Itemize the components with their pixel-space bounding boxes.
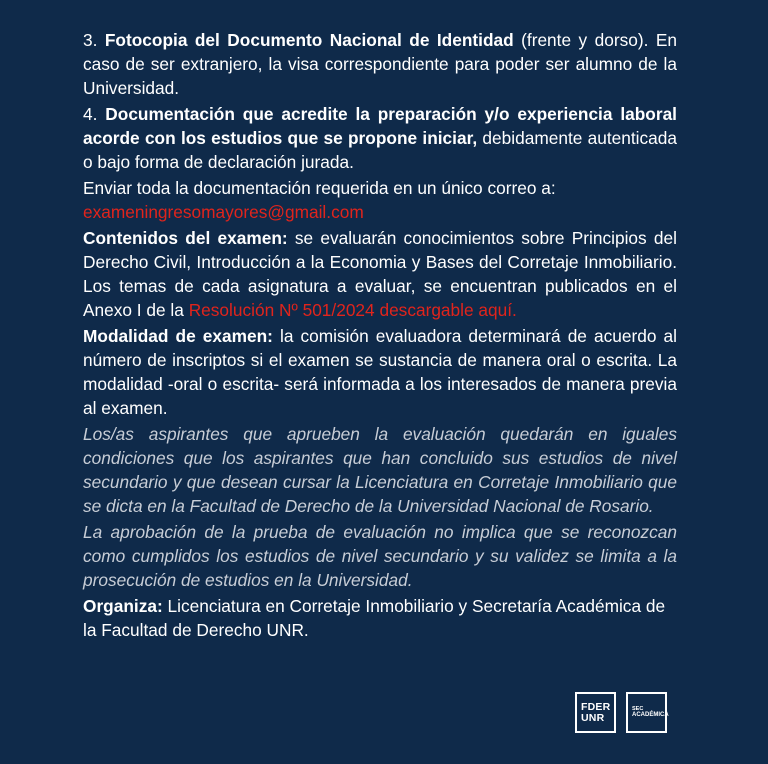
item-number: 4. (83, 104, 98, 124)
exam-modality-text: la comisión evaluadora determinará de acuerdo al número de inscriptos si el examen se sustancia de manera oral o escrita. La modalidad -oral o escrita- será informada a los interesados de manera previa al examen. (83, 326, 677, 418)
exam-contents-text: se evaluarán conocimientos sobre Principios del Derecho Civil, Introducción a la Economia y Bases del Corretaje Inmobiliario. Los temas de cada asignatura a evaluar, se encuentran publicados en el Anexo I de la (83, 228, 677, 320)
document-body (83, 28, 677, 642)
exam-modality-label: Modalidad de examen: (83, 326, 273, 346)
send-instructions (83, 176, 677, 224)
footer-logos (575, 692, 667, 733)
requirement-item-4 (83, 102, 677, 174)
sec-academica-logo (626, 692, 667, 733)
sec-logo-line2: ACADÉMICA (632, 712, 669, 718)
exam-modality (83, 324, 677, 420)
organizer-text: Licenciatura en Corretaje Inmobiliario y Secretaría Académica de la Facultad de Derecho UNR. (83, 596, 666, 640)
item-text: debidamente autenticada o bajo forma de declaración jurada. (83, 128, 677, 172)
item-title: Documentación que acredite la preparación y/o experiencia laboral acorde con los estudios que se propone iniciar, (83, 104, 677, 148)
fder-unr-logo (575, 692, 616, 733)
exam-contents (83, 226, 677, 322)
sec-logo-line1: SEC (632, 706, 644, 712)
send-text: Enviar toda la documentación requerida en un único correo a: (83, 178, 556, 198)
item-number: 3. (83, 30, 98, 50)
item-text: (frente y dorso). En caso de ser extranjero, la visa correspondiente para poder ser alumno de la Universidad. (83, 30, 677, 98)
requirement-item-3 (83, 28, 677, 100)
organizer (83, 594, 677, 642)
exam-contents-label: Contenidos del examen: (83, 228, 288, 248)
email-link[interactable]: exameningresomayores@gmail.com (83, 202, 364, 222)
validity-note: La aprobación de la prueba de evaluación no implica que se reconozcan como cumplidos los estudios de nivel secundario y su validez se limita a la prosecución de estudios en la Universidad. (83, 522, 677, 590)
fder-logo-line1: FDER (581, 700, 611, 713)
item-title: Fotocopia del Documento Nacional de Identidad (104, 30, 514, 50)
equivalence-note: Los/as aspirantes que aprueben la evaluación quedarán en iguales condiciones que los aspirantes que han concluido sus estudios de nivel secundario y que desean cursar la Licenciatura en Corretaje Inmobiliario que se dicta en la Facultad de Derecho de la Universidad Nacional de Rosario. (83, 424, 677, 516)
resolution-download-link[interactable]: Resolución Nº 501/2024 descargable aquí. (188, 300, 517, 320)
organizer-label: Organiza: (83, 596, 163, 616)
fder-logo-line2: UNR (581, 711, 605, 724)
